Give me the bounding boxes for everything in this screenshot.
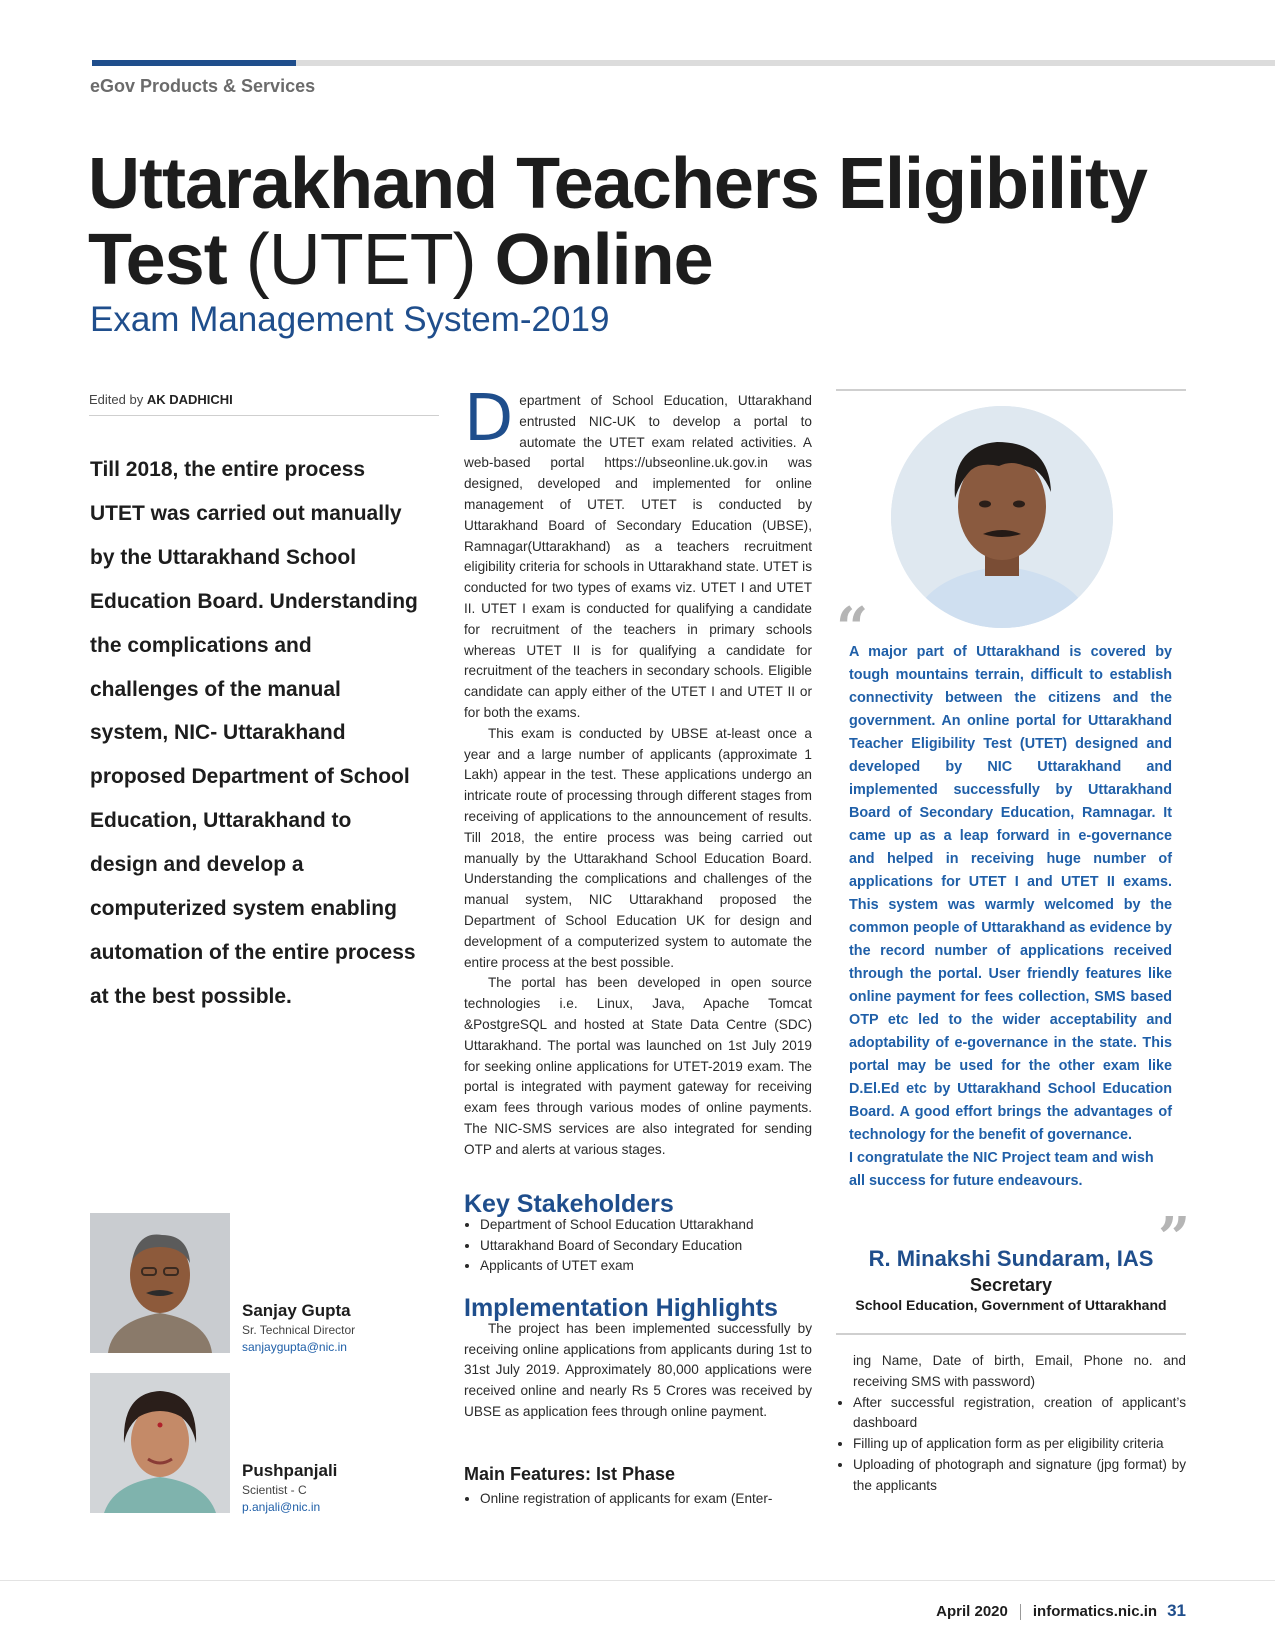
list-item: • Uploading of photograph and signature (jpg format) by the applicants: [853, 1455, 1186, 1497]
byline-rule: [89, 415, 439, 416]
body-paragraph: The portal has been developed in open source technologies i.e. Linux, Java, Apache Tomcat &PostgreSQL and hosted at State Data Centre (SDC) Uttarakhand. The portal was launched on 1st July 2019 for seeking online applications for UTET-2019 exam. The portal is integrated with payment gateway for receiving exam fees through various modes of online payments. The NIC-SMS services are also integrated for sending OTP and alerts at various stages.: [464, 975, 812, 1157]
quote-author-role: Secretary: [969, 1275, 1053, 1295]
title-line1: Uttarakhand Teachers Eligibility: [88, 144, 1147, 224]
features-section: [464, 1464, 812, 1510]
list-item: • Applicants of UTET exam: [480, 1256, 812, 1277]
stakeholders-list: [464, 1215, 812, 1277]
author-photo-pushpanjali: [90, 1373, 230, 1513]
implementation-text: The project has been implemented successfully by receiving online applications from applicants during 1st to 31st July 2019. Approximately 80,000 applications were received online and nearly Rs 5 Crores was received by UBSE as application fees through online payment.: [464, 1320, 812, 1419]
quote-closing: I congratulate the NIC Project team and wish all success for future endeavours.: [849, 1150, 1154, 1189]
quote-close-icon: ”: [1158, 1205, 1191, 1271]
footer-date: April 2020: [936, 1603, 1008, 1620]
byline: [89, 392, 233, 407]
secretary-portrait: [891, 406, 1113, 628]
features-list: [464, 1489, 812, 1510]
features-continuation: ing Name, Date of birth, Email, Phone no. and receiving SMS with password): [853, 1353, 1186, 1389]
header-rule-accent: [92, 60, 296, 66]
quote-author-name: R. Minakshi Sundaram, IAS: [868, 1246, 1154, 1271]
features-list-continued: [836, 1393, 1186, 1497]
list-item: • Online registration of applicants for exam (Enter-: [480, 1489, 812, 1510]
section-label: eGov Products & Services: [90, 76, 316, 96]
implementation-heading: Implementation Highlights: [464, 1294, 778, 1322]
byline-prefix: Edited by: [89, 392, 144, 407]
key-stakeholders-heading: Key Stakeholders: [464, 1190, 674, 1218]
list-item: • Uttarakhand Board of Secondary Education: [480, 1236, 812, 1257]
intro-text: Till 2018, the entire process UTET was carried out manually by the Uttarakhand School Education Board. Understanding the complications and challenges of the manual system, NIC- Uttarakhand proposed Department of School Education, Uttarakhand to design and develop a computerized system enabling automation of the entire process at the best possible.: [90, 458, 418, 1008]
list-item: • Filling up of application form as per eligibility criteria: [853, 1434, 1186, 1455]
author-photo-sanjay-gupta: [90, 1213, 230, 1353]
page-number: 31: [1167, 1601, 1186, 1620]
column-rule: [836, 1333, 1186, 1335]
author-email[interactable]: sanjaygupta@nic.in: [242, 1340, 347, 1354]
quote-open-icon: “: [836, 595, 869, 661]
article-body: [464, 382, 812, 1160]
article-title: [88, 146, 1238, 298]
key-stakeholders-section: [464, 1190, 812, 1277]
author-role: Sr. Technical Director: [242, 1323, 356, 1337]
footer-rule: [0, 1580, 1275, 1581]
body-paragraph: This exam is conducted by UBSE at-least once a year and a large number of applicants (approximate 1 Lakh) appear in the test. These applications undergo an intricate route of processing through different stages from receiving of applications to the announcement of results. Till 2018, the entire process was being carried out manually by the Uttarakhand School Education Board. Understanding the complications and challenges of the manual system, NIC Uttarakhand proposed the Department of School Education UK for design and development of a computerized system to automate the entire process at the best possible.: [464, 725, 812, 970]
features-heading: Main Features: Ist Phase: [464, 1464, 676, 1484]
title-test: Test: [88, 220, 227, 300]
quote-text: [849, 641, 1172, 1193]
footer-site[interactable]: informatics.nic.in: [1032, 1603, 1158, 1620]
list-item: • Department of School Education Uttarakhand: [480, 1215, 812, 1236]
author-email[interactable]: p.anjali@nic.in: [242, 1500, 321, 1514]
quote-body: A major part of Uttarakhand is covered by tough mountains terrain, difficult to establish connectivity between the citizens and the government. An online portal for Uttarakhand Teacher Eligibility Test (UTET) designed and developed by NIC Uttarakhand and implemented successfully by Uttarakhand Board of Secondary Education, Ramnagar. It came up as a leap forward in e-governance and helped in receiving huge number of applications for UTET I and UTET II exams. This system was warmly welcomed by the common people of Uttarakhand as evidence by the record number of applications received through the portal. User friendly features like online payment for fees collection, SMS based OTP etc led to the wider acceptability and adoptability of e-governance in the state. This portal may be used for the other exam like D.El.Ed etc by Uttarakhand School Education Board. A good effort brings the advantages of technology for the benefit of governance.: [849, 644, 1172, 1143]
footer-separator: [1020, 1604, 1021, 1620]
author-name: Pushpanjali: [242, 1461, 338, 1480]
features-continued: [836, 1351, 1186, 1497]
drop-cap: D: [464, 382, 514, 456]
quote-author-org: School Education, Government of Uttarakhand: [855, 1297, 1167, 1313]
implementation-section: [464, 1294, 812, 1423]
byline-editor: AK DADHICHI: [146, 392, 233, 407]
page-footer: [0, 1601, 1186, 1621]
column-rule: [836, 389, 1186, 391]
body-paragraph: epartment of School Education, Uttarakhand entrusted NIC-UK to develop a portal to automate the UTET exam related activities. A web-based portal https://ubseonline.uk.gov.in was designed, developed and implemented for online management of UTET. UTET is conducted by Uttarakhand Board of Secondary Education (UBSE), Ramnagar(Uttarakhand) as a teachers recruitment eligibility criteria for schools in Uttarakhand state. UTET is conducted for two types of exams viz. UTET I and UTET II. UTET I exam is conducted for qualifying a candidate for recruitment of the teachers in primary schools whereas UTET II is for qualifying a candidate for recruitment of the teachers in secondary schools. Eligible candidate can apply either of the UTET I and UTET II or for both the exams.: [464, 393, 812, 720]
author-name: Sanjay Gupta: [242, 1301, 351, 1320]
title-utet: (UTET): [245, 220, 476, 300]
title-online: Online: [494, 220, 713, 300]
article-subtitle: Exam Management System-2019: [90, 300, 610, 339]
list-item: • After successful registration, creation of applicant’s dashboard: [853, 1393, 1186, 1435]
author-role: Scientist - C: [242, 1483, 307, 1497]
